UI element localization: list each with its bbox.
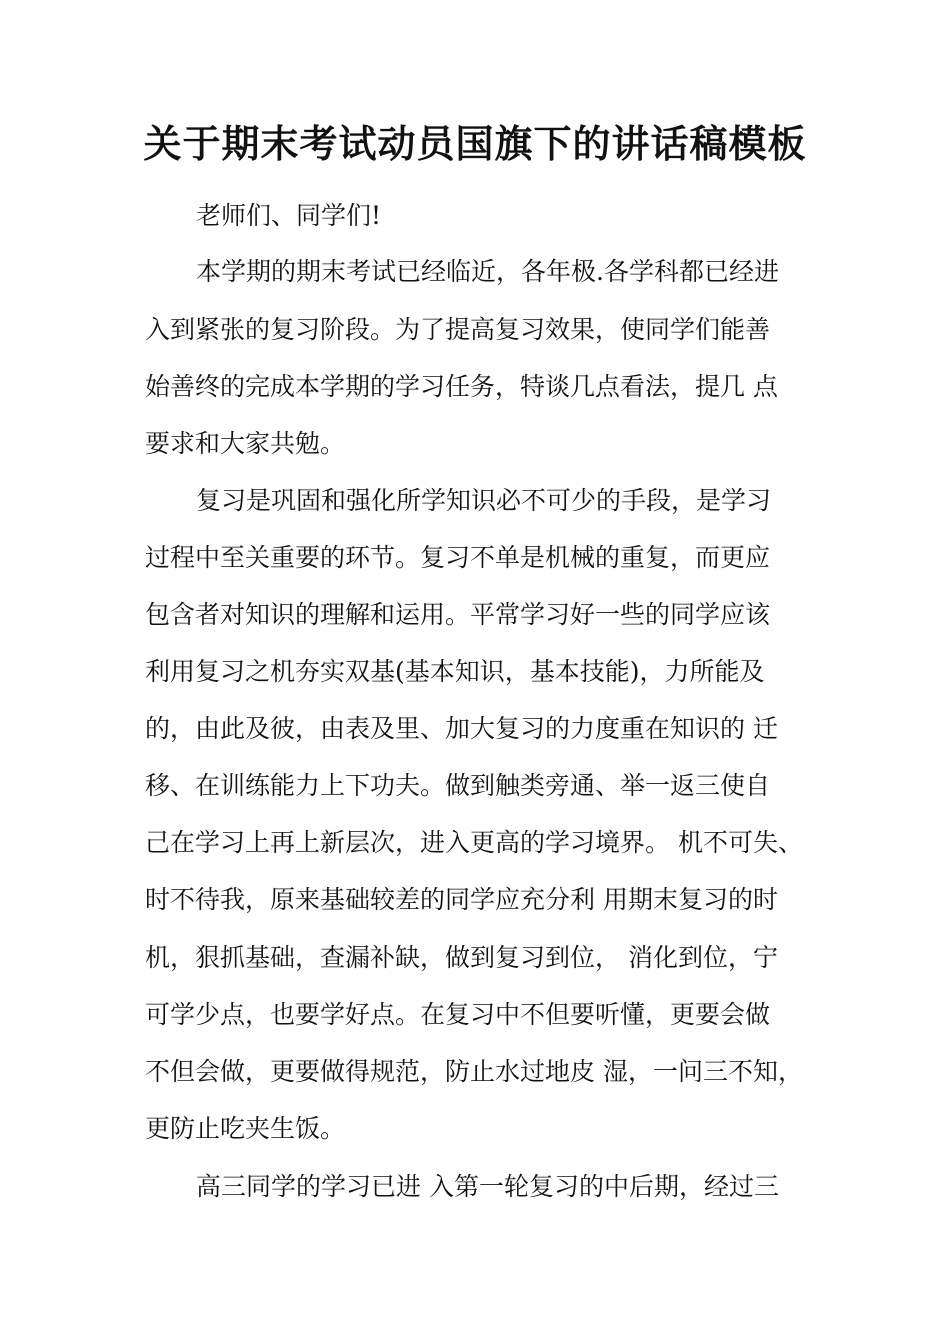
paragraph-2-line-4: 利用复习之机夯实双基(基本知识，基本技能)，力所能及 <box>145 657 765 686</box>
document-title: 关于期末考试动员国旗下的讲话稿模板 <box>143 121 807 166</box>
paragraph-1-line-1: 本学期的期末考试已经临近，各年极.各学科都已经进 <box>196 257 779 286</box>
paragraph-2-line-8: 时不待我，原来基础较差的同学应充分利 用期末复习的时 <box>145 885 778 914</box>
paragraph-2-line-6: 移、在训练能力上下功夫。做到触类旁通、举一返三使自 <box>145 771 771 800</box>
paragraph-2-line-11: 不但会做，更要做得规范，防止水过地皮 湿，一问三不知， <box>145 1057 803 1086</box>
paragraph-1-line-4: 要求和大家共勉。 <box>145 429 346 458</box>
paragraph-2-line-9: 机，狠抓基础，查漏补缺，做到复习到位， 消化到位，宁 <box>145 943 778 972</box>
paragraph-2-line-3: 包含者对知识的理解和运用。平常学习好一些的同学应该 <box>145 600 771 629</box>
paragraph-2-line-1: 复习是巩固和强化所学知识必不可少的手段，是学习 <box>196 486 772 515</box>
paragraph-2-line-2: 过程中至关重要的环节。复习不单是机械的重复，而更应 <box>145 543 771 572</box>
paragraph-2-line-10: 可学少点，也要学好点。在复习中不但要听懂，更要会做 <box>145 1000 771 1029</box>
paragraph-2-line-7: 己在学习上再上新层次，进入更高的学习境界。 机不可失、 <box>145 828 803 857</box>
paragraph-1-line-3: 始善终的完成本学期的学习任务，特谈几点看法，提几 点 <box>145 372 778 401</box>
salutation-line: 老师们、同学们! <box>196 201 382 230</box>
paragraph-1-line-2: 入到紧张的复习阶段。为了提高复习效果，使同学们能善 <box>145 315 771 344</box>
paragraph-2-line-5: 的，由此及彼，由表及里、加大复习的力度重在知识的 迁 <box>145 714 778 743</box>
paragraph-2-line-12: 更防止吃夹生饭。 <box>145 1114 346 1143</box>
paragraph-3-line-1: 高三同学的学习已进 入第一轮复习的中后期，经过三 <box>196 1172 779 1201</box>
